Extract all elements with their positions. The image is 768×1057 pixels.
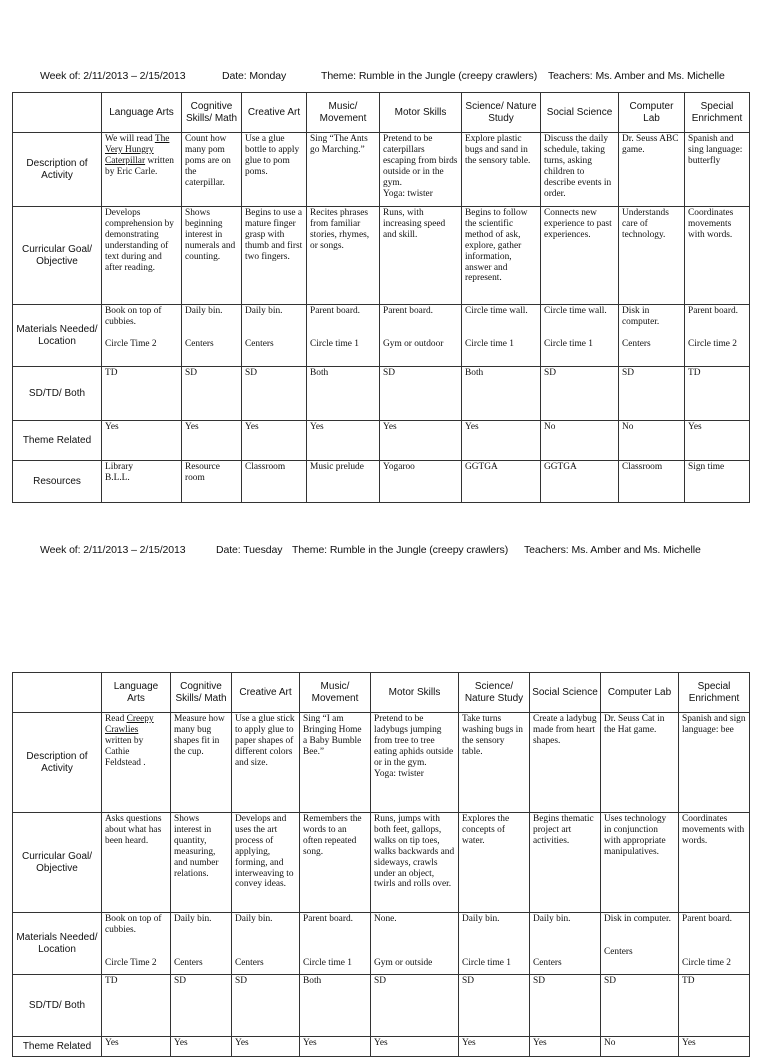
table-row bbox=[13, 975, 750, 1037]
table-cell: Pretend to be ladybugs jumping from tree to tree eating aphids outside or in the gym. Yoga: twister bbox=[371, 713, 459, 813]
table-cell: SD bbox=[242, 367, 307, 421]
lesson-plan-table-tuesday bbox=[12, 672, 750, 1057]
table-cell: Daily bin. Centers bbox=[242, 305, 307, 367]
table-cell: Sing “I am Bringing Home a Baby Bumble Bee.” bbox=[300, 713, 371, 813]
table-cell: Sign time bbox=[685, 461, 750, 503]
table-cell: Explore plastic bugs and sand in the sensory table. bbox=[462, 133, 541, 207]
table-cell: Understands care of technology. bbox=[619, 207, 685, 305]
table-cell: Parent board. Gym or outdoor bbox=[380, 305, 462, 367]
column-header-music-movement: Music/ Movement bbox=[300, 673, 371, 713]
table-cell: Yes bbox=[530, 1037, 601, 1057]
column-header-cognitive-skills-math: Cognitive Skills/ Math bbox=[171, 673, 232, 713]
table-cell: SD bbox=[182, 367, 242, 421]
row-label-theme-related: Theme Related bbox=[13, 421, 102, 461]
column-header-creative-art: Creative Art bbox=[242, 93, 307, 133]
row-label-curricular-goal-objective: Curricular Goal/ Objective bbox=[13, 813, 102, 913]
teachers-label: Teachers: Ms. Amber and Ms. Michelle bbox=[548, 70, 725, 82]
table-cell: Explores the concepts of water. bbox=[459, 813, 530, 913]
table-cell: Pretend to be caterpillars escaping from birds outside or in the gym. Yoga: twister bbox=[380, 133, 462, 207]
table-cell: Resource room bbox=[182, 461, 242, 503]
table-cell: Measure how many bug shapes fit in the cup. bbox=[171, 713, 232, 813]
table-cell: Yes bbox=[171, 1037, 232, 1057]
book-title: Creepy Crawlies bbox=[105, 714, 154, 735]
table-cell: Music prelude bbox=[307, 461, 380, 503]
cell-text: Read bbox=[105, 714, 127, 724]
table-cell bbox=[102, 713, 171, 813]
table-cell: Uses technology in conjunction with appropriate manipulatives. bbox=[601, 813, 679, 913]
table-cell: Remembers the words to an often repeated song. bbox=[300, 813, 371, 913]
table-cell: Both bbox=[300, 975, 371, 1037]
week-label: Week of: 2/11/2013 – 2/15/2013 bbox=[40, 70, 186, 82]
table-cell: GGTGA bbox=[541, 461, 619, 503]
table-cell: Recites phrases from familiar stories, rhymes, or songs. bbox=[307, 207, 380, 305]
table-cell: Library B.L.L. bbox=[102, 461, 182, 503]
table-cell: Runs, jumps with both feet, gallops, walks on tip toes, walks backwards and sideways, crawls under an object, twirls and rolls over. bbox=[371, 813, 459, 913]
table-cell: Parent board. Circle time 1 bbox=[300, 913, 371, 975]
table-cell: Yes bbox=[232, 1037, 300, 1057]
table-cell: Parent board. Circle time 2 bbox=[679, 913, 750, 975]
column-header-motor-skills: Motor Skills bbox=[371, 673, 459, 713]
table-cell: Yes bbox=[307, 421, 380, 461]
row-label-curricular-goal-objective: Curricular Goal/ Objective bbox=[13, 207, 102, 305]
column-header-science-nature-study: Science/ Nature Study bbox=[459, 673, 530, 713]
table-cell: Yogaroo bbox=[380, 461, 462, 503]
table-cell: Coordinates movements with words. bbox=[679, 813, 750, 913]
theme-label: Theme: Rumble in the Jungle (creepy crawlers) bbox=[321, 70, 538, 82]
table-cell: Shows interest in quantity, measuring, and number relations. bbox=[171, 813, 232, 913]
table-cell: SD bbox=[619, 367, 685, 421]
column-header-special-enrichment: Special Enrichment bbox=[679, 673, 750, 713]
table-row bbox=[13, 421, 750, 461]
table-cell: Discuss the daily schedule, taking turns, asking children to describe events in order. bbox=[541, 133, 619, 207]
table-cell: TD bbox=[102, 367, 182, 421]
row-label-sd-td-both: SD/TD/ Both bbox=[13, 367, 102, 421]
table-cell bbox=[102, 133, 182, 207]
book-title: The Very Hungry Caterpillar bbox=[105, 134, 170, 166]
table-cell: No bbox=[601, 1037, 679, 1057]
table-cell: TD bbox=[102, 975, 171, 1037]
column-header-social-science: Social Science bbox=[530, 673, 601, 713]
table-row bbox=[13, 713, 750, 813]
table-cell: Daily bin. Centers bbox=[182, 305, 242, 367]
table-cell: SD bbox=[541, 367, 619, 421]
table-cell: Classroom bbox=[242, 461, 307, 503]
table-cell: Yes bbox=[102, 1037, 171, 1057]
column-header-social-science: Social Science bbox=[541, 93, 619, 133]
table-row bbox=[13, 1037, 750, 1057]
table-cell: Connects new experience to past experiences. bbox=[541, 207, 619, 305]
column-header-creative-art: Creative Art bbox=[232, 673, 300, 713]
lesson-plan-table-monday bbox=[12, 92, 750, 503]
table-cell: Yes bbox=[182, 421, 242, 461]
table-cell: Disk in computer. Centers bbox=[601, 913, 679, 975]
table-cell: Both bbox=[307, 367, 380, 421]
table-cell: Yes bbox=[242, 421, 307, 461]
table-cell: GGTGA bbox=[462, 461, 541, 503]
table-cell: Both bbox=[462, 367, 541, 421]
table-cell: Take turns washing bugs in the sensory table. bbox=[459, 713, 530, 813]
table-cell: Daily bin. Centers bbox=[232, 913, 300, 975]
date-label: Date: Tuesday bbox=[216, 544, 283, 556]
table-cell: Asks questions about what has been heard. bbox=[102, 813, 171, 913]
table-cell: Book on top of cubbies. Circle Time 2 bbox=[102, 913, 171, 975]
row-label-description-of-activity: Description of Activity bbox=[13, 133, 102, 207]
table-cell: Create a ladybug made from heart shapes. bbox=[530, 713, 601, 813]
table-cell: Yes bbox=[371, 1037, 459, 1057]
table-cell: SD bbox=[171, 975, 232, 1037]
table-cell: Book on top of cubbies. Circle Time 2 bbox=[102, 305, 182, 367]
table-row bbox=[13, 913, 750, 975]
column-header-cognitive-skills-math: Cognitive Skills/ Math bbox=[182, 93, 242, 133]
table-cell: Daily bin. Circle time 1 bbox=[459, 913, 530, 975]
corner-cell bbox=[13, 673, 102, 713]
row-label-sd-td-both: SD/TD/ Both bbox=[13, 975, 102, 1037]
row-label-description-of-activity: Description of Activity bbox=[13, 713, 102, 813]
column-header-music-movement: Music/ Movement bbox=[307, 93, 380, 133]
table-row bbox=[13, 813, 750, 913]
table-row bbox=[13, 305, 750, 367]
table-cell: Circle time wall. Circle time 1 bbox=[541, 305, 619, 367]
cell-text: written by Cathie Feldstead . bbox=[105, 735, 146, 768]
column-header-language-arts: Language Arts bbox=[102, 93, 182, 133]
table-cell: SD bbox=[459, 975, 530, 1037]
table-cell: Begins to use a mature finger grasp with thumb and first two fingers. bbox=[242, 207, 307, 305]
table-cell: SD bbox=[530, 975, 601, 1037]
table-cell: Yes bbox=[102, 421, 182, 461]
table-cell: Begins to follow the scientific method of ask, explore, gather information, answer and represent. bbox=[462, 207, 541, 305]
table-cell: TD bbox=[679, 975, 750, 1037]
table-cell: SD bbox=[232, 975, 300, 1037]
table-cell: Yes bbox=[462, 421, 541, 461]
table-row bbox=[13, 207, 750, 305]
table-cell: Use a glue bottle to apply glue to pom poms. bbox=[242, 133, 307, 207]
table-cell: Daily bin. Centers bbox=[171, 913, 232, 975]
table-cell: Spanish and sing language: butterfly bbox=[685, 133, 750, 207]
table-cell: Parent board. Circle time 2 bbox=[685, 305, 750, 367]
table-cell: Spanish and sign language: bee bbox=[679, 713, 750, 813]
table-cell: Daily bin. Centers bbox=[530, 913, 601, 975]
table-cell: Shows beginning interest in numerals and counting. bbox=[182, 207, 242, 305]
table-cell: Yes bbox=[685, 421, 750, 461]
table-cell: SD bbox=[371, 975, 459, 1037]
teachers-label: Teachers: Ms. Amber and Ms. Michelle bbox=[524, 544, 701, 556]
table-cell: Dr. Seuss ABC game. bbox=[619, 133, 685, 207]
column-header-science-nature-study: Science/ Nature Study bbox=[462, 93, 541, 133]
table-row bbox=[13, 461, 750, 503]
table-cell: Use a glue stick to apply glue to paper shapes of different colors and size. bbox=[232, 713, 300, 813]
table-cell: Disk in computer. Centers bbox=[619, 305, 685, 367]
table-cell: Develops and uses the art process of applying, forming, and interweaving to convey ideas. bbox=[232, 813, 300, 913]
table-row bbox=[13, 367, 750, 421]
table-cell: No bbox=[541, 421, 619, 461]
table-cell: Begins thematic project art activities. bbox=[530, 813, 601, 913]
table-cell: Yes bbox=[300, 1037, 371, 1057]
column-header-language-arts: Language Arts bbox=[102, 673, 171, 713]
row-label-materials-needed-location: Materials Needed/ Location bbox=[13, 913, 102, 975]
column-header-computer-lab: Computer Lab bbox=[619, 93, 685, 133]
date-label: Date: Monday bbox=[222, 70, 287, 82]
table-row bbox=[13, 133, 750, 207]
table-cell: Sing “The Ants go Marching.” bbox=[307, 133, 380, 207]
row-label-materials-needed-location: Materials Needed/ Location bbox=[13, 305, 102, 367]
table-cell: Develops comprehension by demonstrating understanding of text during and after reading. bbox=[102, 207, 182, 305]
table-cell: Yes bbox=[679, 1037, 750, 1057]
week-label: Week of: 2/11/2013 – 2/15/2013 bbox=[40, 544, 186, 556]
table-cell: Coordinates movements with words. bbox=[685, 207, 750, 305]
table-cell: Yes bbox=[459, 1037, 530, 1057]
table-cell: Parent board. Circle time 1 bbox=[307, 305, 380, 367]
table-cell: SD bbox=[380, 367, 462, 421]
table-cell: TD bbox=[685, 367, 750, 421]
table-cell: Count how many pom poms are on the caterpillar. bbox=[182, 133, 242, 207]
table-cell: Yes bbox=[380, 421, 462, 461]
column-header-computer-lab: Computer Lab bbox=[601, 673, 679, 713]
table-cell: Runs, with increasing speed and skill. bbox=[380, 207, 462, 305]
row-label-resources: Resources bbox=[13, 461, 102, 503]
cell-text: written by Eric Carle. bbox=[105, 155, 174, 177]
table-cell: Classroom bbox=[619, 461, 685, 503]
cell-text: We will read bbox=[105, 134, 155, 144]
table-cell: Circle time wall. Circle time 1 bbox=[462, 305, 541, 367]
table-cell: Dr. Seuss Cat in the Hat game. bbox=[601, 713, 679, 813]
table-cell: No bbox=[619, 421, 685, 461]
corner-cell bbox=[13, 93, 102, 133]
row-label-theme-related: Theme Related bbox=[13, 1037, 102, 1057]
theme-label: Theme: Rumble in the Jungle (creepy crawlers) bbox=[292, 544, 509, 556]
table-cell: SD bbox=[601, 975, 679, 1037]
table-cell: None. Gym or outside bbox=[371, 913, 459, 975]
column-header-motor-skills: Motor Skills bbox=[380, 93, 462, 133]
column-header-special-enrichment: Special Enrichment bbox=[685, 93, 750, 133]
